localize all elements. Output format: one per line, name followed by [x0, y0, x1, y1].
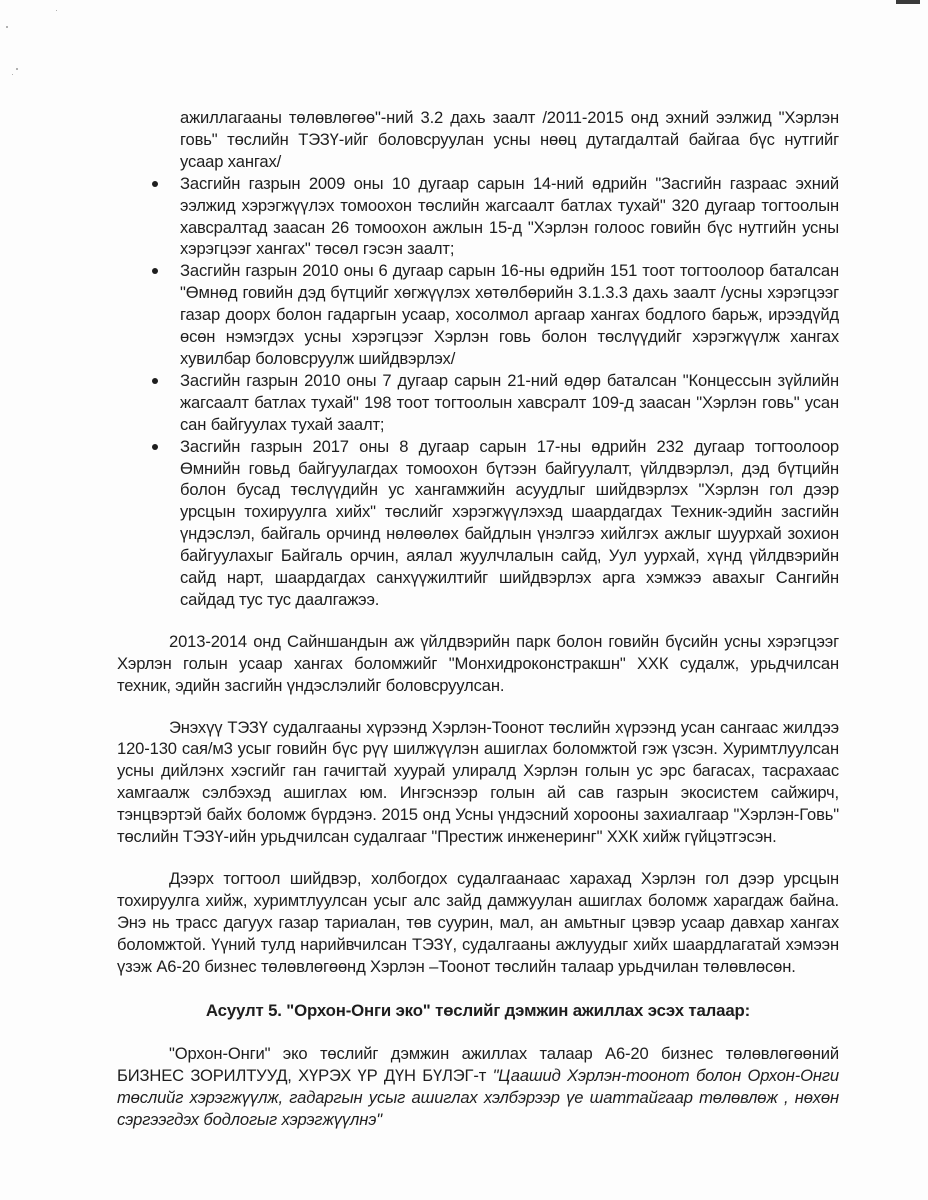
bullet-text: Засгийн газрын 2010 оны 7 дугаар сарын 21-ний өдөр баталсан "Концессын зүйлийн жагсаалт батлах тухай" 198 тоот тогтоолын хавсралт 109-д заасан "Хэрлэн говь" усан сан байгуулах тухай заалт; [180, 370, 839, 434]
paragraph-kherlen-toonot: Энэхүү ТЭЗҮ судалгааны хүрээнд Хэрлэн-Тоонот төслийн хүрээнд усан сангаас жилдээ 120-130 сая/м3 усыг говийн бүс рүү шилжүүлэн ашиглах боломжтой гэж үзсэн. Хуримтлуулсан усны дийлэнх хэсгийг ган гачигтай хуурай улиралд Хэрлэн голын ус эрс багасах, тасрахаас хамгаалж сэлбэхэд ашиглах юм. Ингэснээр голын ай сав газрын экосистем сайжирч, тэнцвэртэй байх боломж бүрдэнэ. 2015 онд Усны үндэсний хорооны захиалгаар "Хэрлэн-Говь" төслийн ТЭЗҮ-ийн урьдчилсан судалгааг "Престиж инженеринг" ХХК хийж гүйцэтгэсэн. [117, 717, 839, 847]
paragraph-conclusion: Дээрх тогтоол шийдвэр, холбогдох судалгаанаас харахад Хэрлэн гол дээр урсцын тохируулга хийж, хуримтлуулсан усыг алс зайд дамжуулан ашиглах боломж харагдаж байна. Энэ нь трасс дагуух газар тариалан, төв суурин, мал, ан амьтныг цэвэр усаар давхар хангах боломжтой. Үүний тулд нарийвчилсан ТЭЗҮ, судалгааны ажлуудыг хийх шаардлагатай хэмээн үзэж А6-20 бизнес төлөвлөгөөнд Хэрлэн –Тоонот төслийн талаар урьдчилан төлөвлөсөн. [117, 869, 839, 976]
scan-speck [12, 74, 13, 75]
bullet-item [117, 436, 839, 611]
scan-corner-mark [896, 0, 920, 4]
bullet-text: Засгийн газрын 2017 оны 8 дугаар сарын 17-ны өдрийн 232 дугаар тогтоолоор Өмнийн говьд байгуулагдах томоохон бүтээн байгуулалт, үйлдвэрлэл, дэд бүтцийн болон бусад төслүүдийн ус хангамжийн асуудлыг шийдвэрлэх "Хэрлэн гол дээр урсцын тохируулга хийх" төслийг хэрэгжүүлэхэд шаардагдах Техник-эдийн засгийн үндэслэл, байгаль орчинд нөлөөлөх байдлын үнэлгээ хийлгэх ажлыг шуурхай зохион байгуулахыг Байгаль орчин, аялал жуулчлалын сайд, Уул уурхай, хүнд үйлдвэрийн сайд нарт, шаардагдах санхүүжилтийг шийдвэрлэх арга хэмжээ авахыг Сангийн сайдад тус тус даалгажээ. [180, 436, 839, 609]
bullet-dot-icon [152, 181, 158, 187]
scan-speck [6, 26, 8, 28]
scan-speck [16, 68, 18, 70]
resolution-bullet-list [117, 173, 839, 611]
bullet-continuation-text: ажиллагааны төлөвлөгөө"-ний 3.2 дахь заалт /2011-2015 онд эхний ээлжид "Хэрлэн говь" төслийн ТЭЗҮ-ийг боловсруулан усны нөөц дутагдалтай байгаа бүс нутгийг усаар хангах/ [180, 108, 839, 171]
bullet-item [117, 370, 839, 436]
document-body [117, 107, 839, 1131]
bullet-item [117, 260, 839, 370]
question-5-heading: Асуулт 5. "Орхон-Онги эко" төслийг дэмжин ажиллах эсэх талаар: [205, 1000, 751, 1020]
paragraph-regular-text: "Орхон-Онги" эко төслийг дэмжин ажиллах талаар А6-20 бизнес төлөвлөгөөний БИЗНЕС ЗОРИЛТУУД, ХҮРЭХ ҮР ДҮН БҮЛЭГ-т [117, 1044, 839, 1086]
bullet-dot-icon [152, 444, 158, 450]
bullet-dot-icon [152, 268, 158, 274]
bullet-dot-icon [152, 378, 158, 384]
scan-speck [56, 10, 57, 11]
paragraph-feasibility-2013: 2013-2014 онд Сайншандын аж үйлдвэрийн парк болон говийн бүсийн усны хэрэгцээг Хэрлэн голын усаар хангах боломжийг "Монхидроконстракшн" ХХК судалж, урьдчилсан техник, эдийн засгийн үндэслэлийг боловсруулсан. [117, 631, 839, 695]
paragraph-italic-quote: "Цаашид Хэрлэн-тоонот болон Орхон-Онги төслийг хэрэгжүүлж, гадаргын усыг ашиглах хэлбэрээр үе шаттайгаар төлөвлөж , нөхөн сэргээгдэх бодлогыг хэрэгжүүлнэ" [117, 1066, 839, 1130]
bullet-text: Засгийн газрын 2010 оны 6 дугаар сарын 16-ны өдрийн 151 тоот тогтоолоор баталсан "Өмнөд говийн дэд бүтцийг хөгжүүлэх хөтөлбөрийн 3.1.3.3 дахь заалт /усны хэрэгцээг газар доорх болон гадаргын усаар, хосолмол аргаар хангах бодлого барьж, ирээдүйд өсөн нэмэгдэх усны хэрэгцээг Хэрлэн говь болон төслүүдийг хэрэгжүүлж хангах хувилбар боловсруулж шийдвэрлэх/ [180, 261, 839, 368]
bullet-text: Засгийн газрын 2009 оны 10 дугаар сарын 14-ний өдрийн "Засгийн газраас эхний ээлжид хэрэгжүүлэх томоохон төслийн жагсаалт батлах тухай" 320 дугаар тогтоолын хавсралтад заасан 26 томоохон ажлын 15-д "Хэрлэн голоос говийн бүс нутгийн усны хэрэгцээг хангах" төсөл гэсэн заалт; [180, 173, 839, 259]
paragraph-orkhon-ongi [117, 1043, 839, 1131]
bullet-item [117, 173, 839, 261]
